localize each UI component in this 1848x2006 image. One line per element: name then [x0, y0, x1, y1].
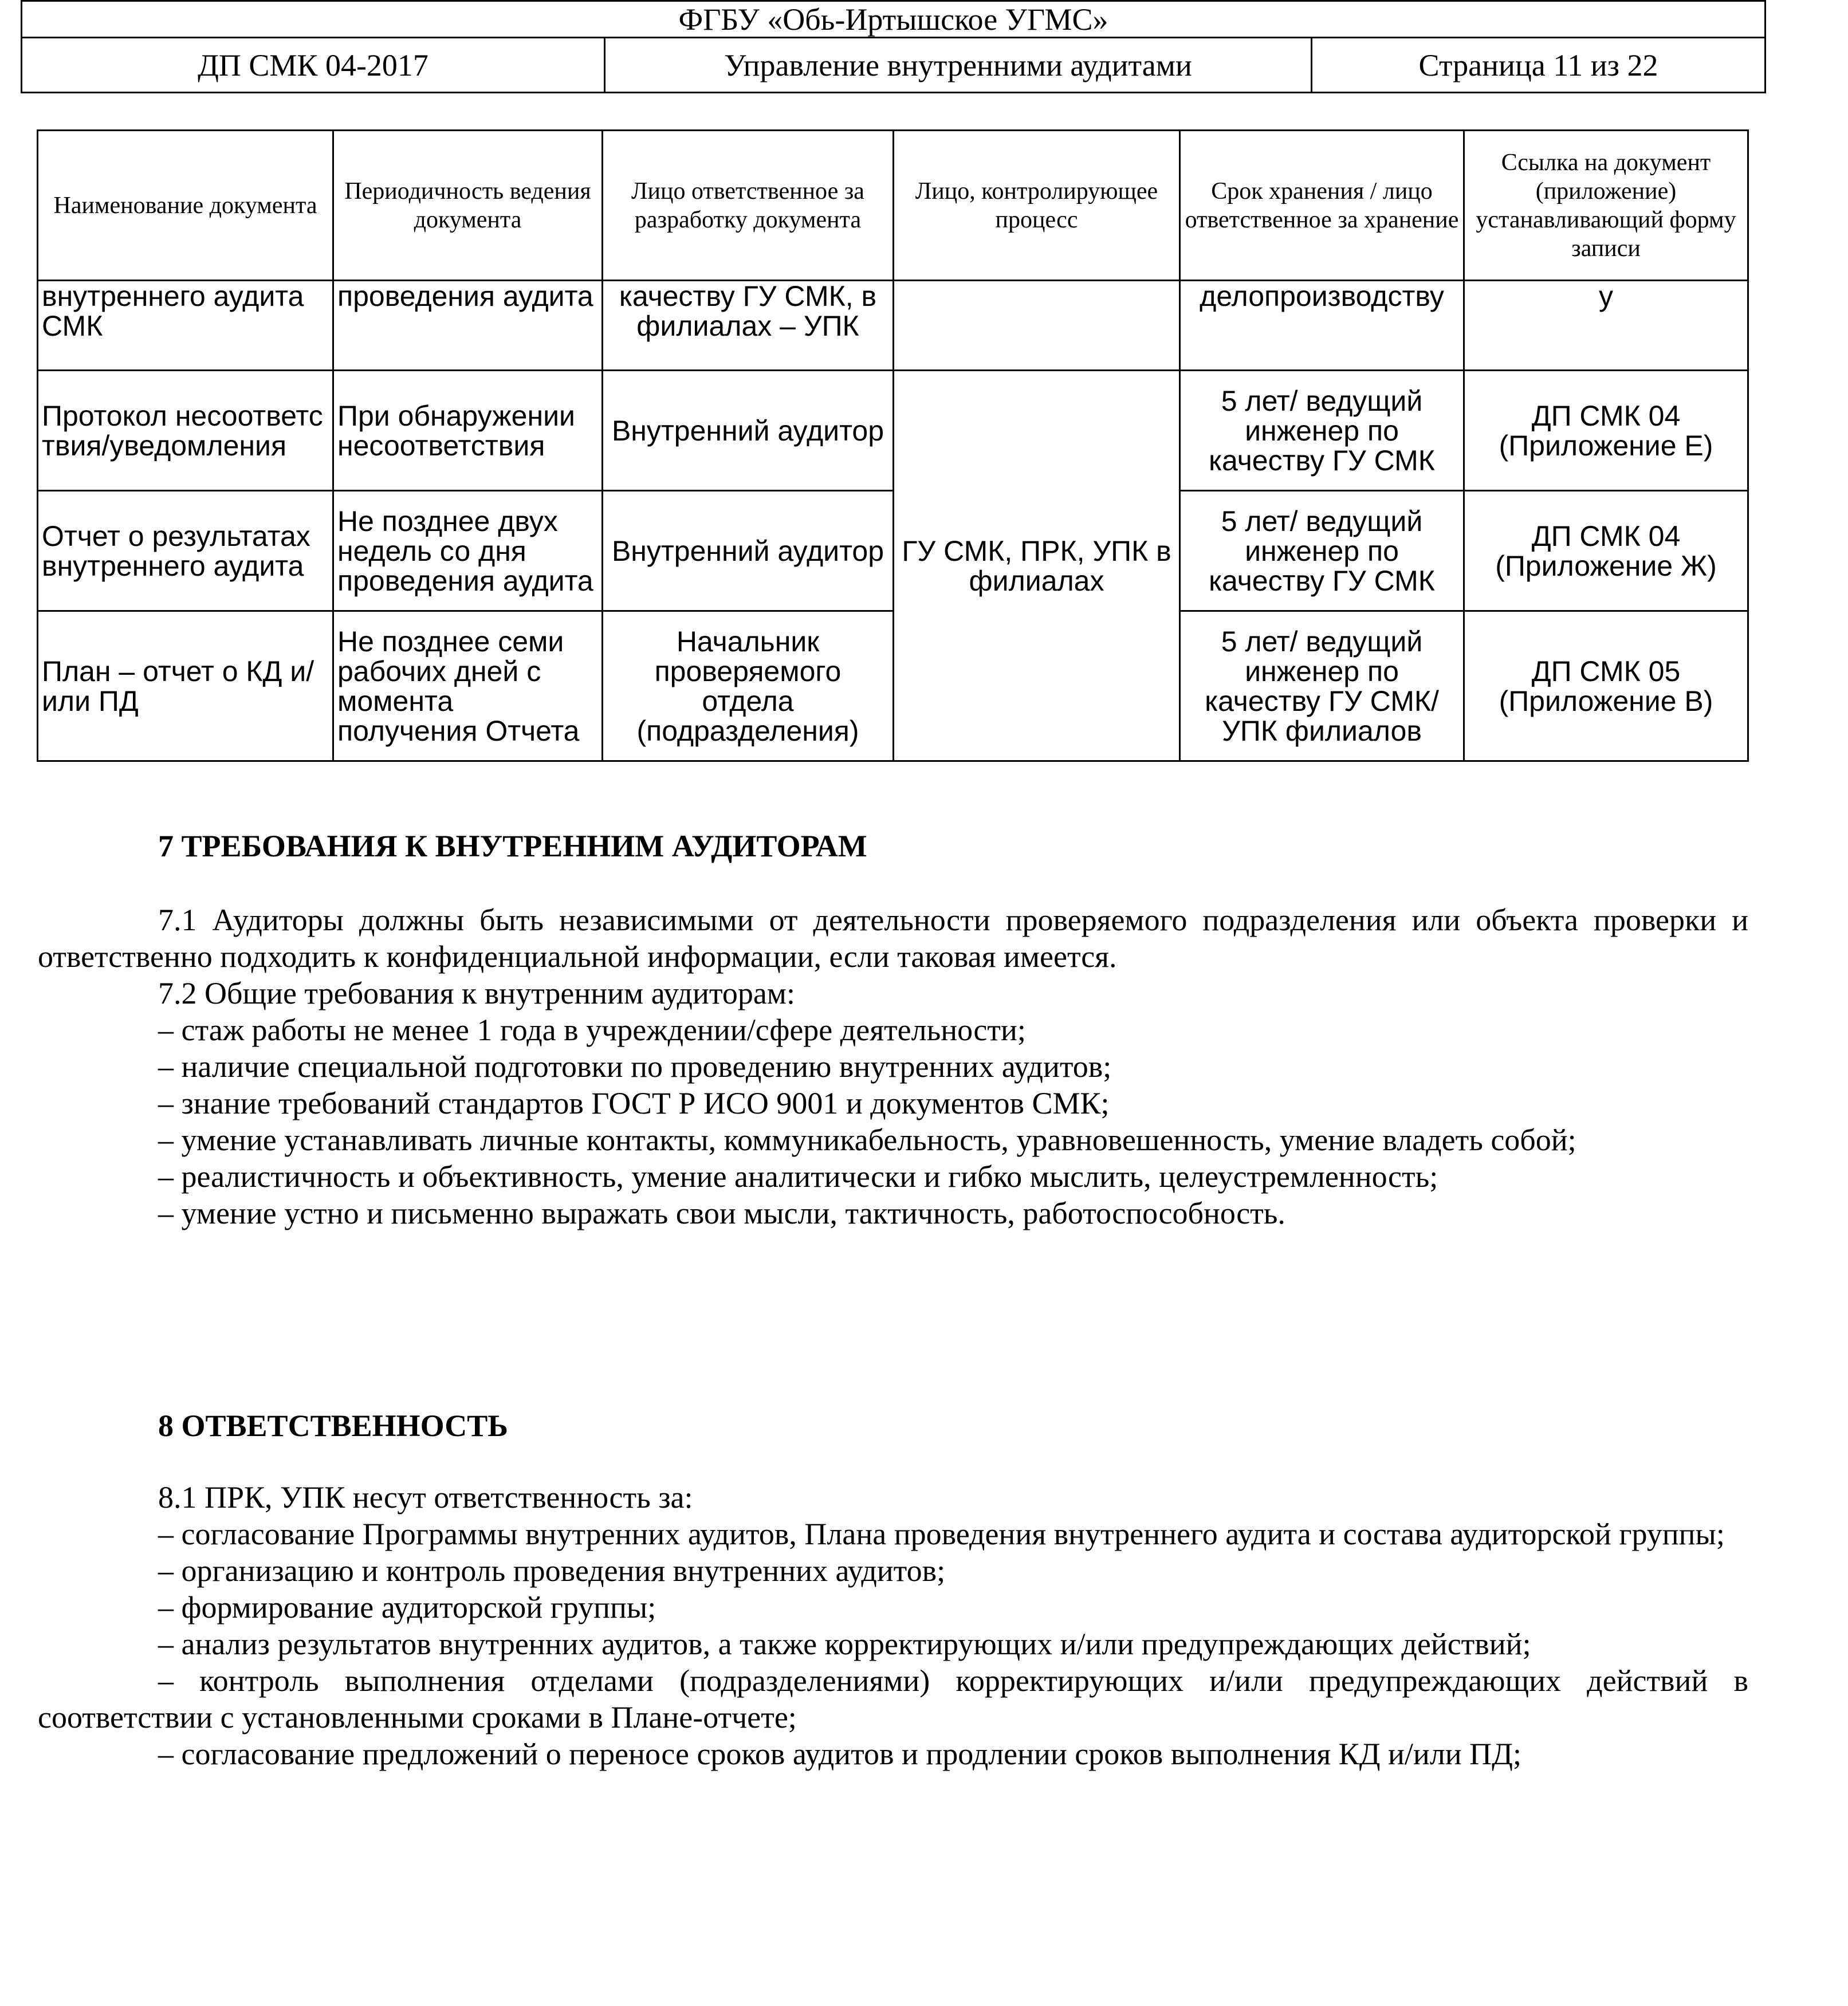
- cell-storage: 5 лет/ ведущий инженер по качеству ГУ СМК: [1180, 491, 1464, 611]
- list-item: – наличие специальной подготовки по проведению внутренних аудитов;: [158, 1049, 1112, 1084]
- cell-developer: Начальник проверяемого отдела (подразделения): [603, 611, 894, 761]
- header-row-doc: [22, 38, 1766, 93]
- list-item: – умение устно и письменно выражать свои мысли, тактичность, работоспособность.: [158, 1196, 1285, 1230]
- section-7-body: [38, 902, 1748, 1232]
- cell-storage: 5 лет/ ведущий инженер по качеству ГУ СМК/УПК филиалов: [1180, 611, 1464, 761]
- cell-name: Протокол несоответствия/уведомления: [38, 371, 333, 491]
- paragraph-7-2: 7.2 Общие требования к внутренним аудиторам:: [158, 976, 795, 1010]
- cell-controller-merged: ГУ СМК, ПРК, УПК в филиалах: [894, 371, 1180, 761]
- column-header-name: Наименование документа: [38, 131, 333, 281]
- column-header-period: Периодичность ведения документа: [333, 131, 603, 281]
- table-header-row: [38, 131, 1748, 281]
- cell-reference: у: [1464, 281, 1748, 371]
- cell-developer: Внутренний аудитор: [603, 371, 894, 491]
- list-item: – согласование Программы внутренних аудитов, Плана проведения внутреннего аудита и состава аудиторской группы;: [158, 1517, 1725, 1551]
- cell-name: План – отчет о КД и/или ПД: [38, 611, 333, 761]
- column-header-controller: Лицо, контролирующее процесс: [894, 131, 1180, 281]
- table-row: [38, 611, 1748, 761]
- cell-period: При обнаружении несоответствия: [333, 371, 603, 491]
- cell-period: проведения аудита: [333, 281, 603, 371]
- list-item: – формирование аудиторской группы;: [158, 1590, 656, 1625]
- records-table: [37, 129, 1749, 762]
- section-8-heading: 8 ОТВЕТСТВЕННОСТЬ: [158, 1409, 509, 1443]
- column-header-reference: Ссылка на документ (приложение) устанавливающий форму записи: [1464, 131, 1748, 281]
- cell-reference: ДП СМК 04 (Приложение Ж): [1464, 491, 1748, 611]
- table-row: [38, 281, 1748, 371]
- cell-reference: ДП СМК 04 (Приложение Е): [1464, 371, 1748, 491]
- table-row: [38, 371, 1748, 491]
- list-item: – контроль выполнения отделами (подразделениями) корректирующих и/или предупреждающих действий в соответствии с установленными сроками в Плане-отчете;: [38, 1663, 1748, 1734]
- cell-period: Не позднее семи рабочих дней с момента получения Отчета: [333, 611, 603, 761]
- document-title: Управление внутренними аудитами: [605, 38, 1312, 93]
- cell-period: Не позднее двух недель со дня проведения аудита: [333, 491, 603, 611]
- cell-controller: [894, 281, 1180, 371]
- cell-storage: 5 лет/ ведущий инженер по качеству ГУ СМК: [1180, 371, 1464, 491]
- section-7-heading: 7 ТРЕБОВАНИЯ К ВНУТРЕННИМ АУДИТОРАМ: [158, 829, 867, 863]
- organization-name: ФГБУ «Обь-Иртышское УГМС»: [22, 1, 1766, 38]
- table-row: [38, 491, 1748, 611]
- section-8-body: [38, 1479, 1748, 1772]
- cell-reference: ДП СМК 05 (Приложение В): [1464, 611, 1748, 761]
- cell-storage: делопроизводству: [1180, 281, 1464, 371]
- paragraph-8-1: 8.1 ПРК, УПК несут ответственность за:: [158, 1480, 693, 1515]
- cell-developer: Внутренний аудитор: [603, 491, 894, 611]
- list-item: – согласование предложений о переносе сроков аудитов и продлении сроков выполнения КД и/или ПД;: [158, 1737, 1522, 1771]
- list-item: – умение устанавливать личные контакты, коммуникабельность, уравновешенность, умение владеть собой;: [158, 1123, 1576, 1157]
- list-item: – анализ результатов внутренних аудитов, а также корректирующих и/или предупреждающих действий;: [158, 1627, 1531, 1661]
- header-row-org: [22, 1, 1766, 38]
- document-header: [21, 0, 1766, 93]
- page-number: Страница 11 из 22: [1312, 38, 1766, 93]
- document-code: ДП СМК 04-2017: [22, 38, 605, 93]
- list-item: – реалистичность и объективность, умение аналитически и гибко мыслить, целеустремленность;: [158, 1159, 1438, 1194]
- column-header-developer: Лицо ответственное за разработку документа: [603, 131, 894, 281]
- list-item: – организацию и контроль проведения внутренних аудитов;: [158, 1553, 946, 1588]
- column-header-storage: Срок хранения / лицо ответственное за хранение: [1180, 131, 1464, 281]
- cell-developer: качеству ГУ СМК, в филиалах – УПК: [603, 281, 894, 371]
- paragraph-7-1: 7.1 Аудиторы должны быть независимыми от деятельности проверяемого подразделения или объекта проверки и ответственно подходить к конфиденциальной информации, если таковая имеется.: [38, 903, 1748, 974]
- cell-name: Отчет о результатах внутреннего аудита: [38, 491, 333, 611]
- list-item: – знание требований стандартов ГОСТ Р ИСО 9001 и документов СМК;: [158, 1086, 1110, 1120]
- cell-name: внутреннего аудита СМК: [38, 281, 333, 371]
- list-item: – стаж работы не менее 1 года в учреждении/сфере деятельности;: [158, 1013, 1026, 1047]
